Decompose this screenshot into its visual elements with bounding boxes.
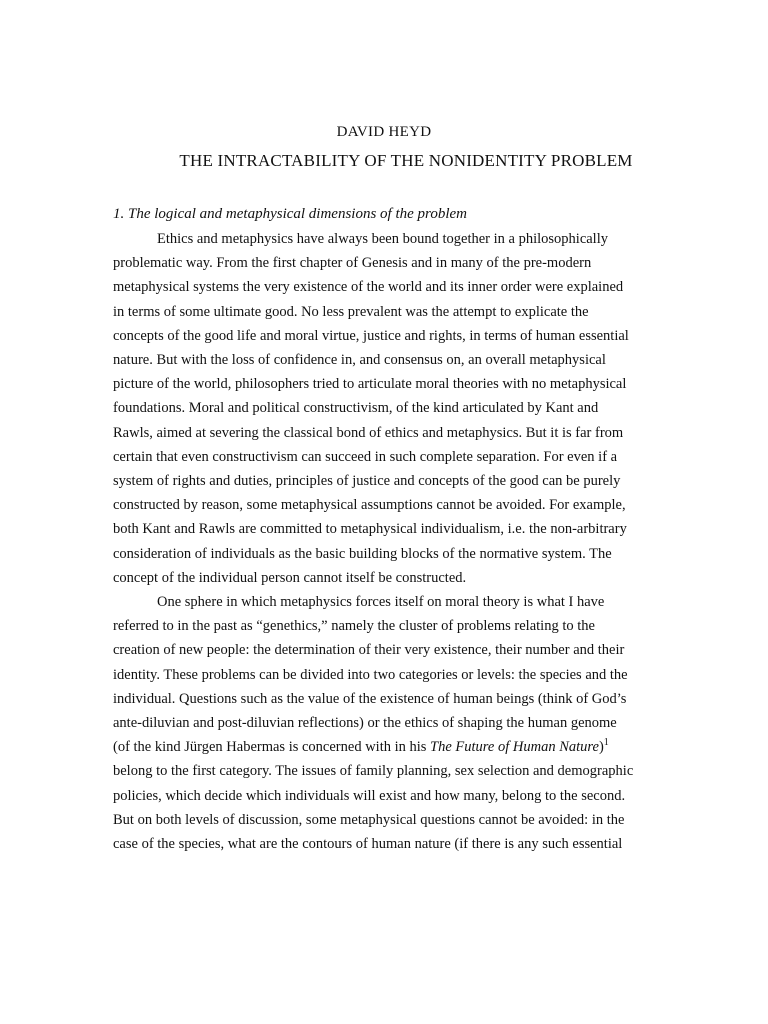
paragraph-1-line: concept of the individual person cannot itself be constructed. (113, 569, 467, 586)
paragraph-1-line: metaphysical systems the very existence of the world and its inner order were explained (113, 279, 624, 296)
paragraph-1-line: constructed by reason, some metaphysical assumptions cannot be avoided. For example, (113, 497, 626, 514)
book-title: The Future of Human Nature (430, 739, 599, 756)
paragraph-2-line: One sphere in which metaphysics forces itself on moral theory is what I have (157, 594, 605, 611)
paragraph-1-line: consideration of individuals as the basic building blocks of the normative system. The (113, 545, 612, 562)
author-name: DAVID HEYD (336, 124, 432, 140)
paragraph-1-line: concepts of the good life and moral virtue, justice and rights, in terms of human essential (113, 327, 629, 344)
footnote-line-suffix: ) (598, 739, 604, 756)
paragraph-2-line: But on both levels of discussion, some metaphysical questions cannot be avoided: in the (113, 811, 625, 828)
paragraph-2-line: ante-diluvian and post-diluvian reflections) or the ethics of shaping the human genome (113, 715, 617, 732)
footnote-reference[interactable]: 1 (603, 737, 609, 749)
paragraph-1-line: foundations. Moral and political constructivism, of the kind articulated by Kant and (113, 400, 599, 417)
paragraph-2-line: belong to the first category. The issues of family planning, sex selection and demographic (113, 763, 634, 780)
paragraph-2-line: identity. These problems can be divided into two categories or levels: the species and the (113, 666, 628, 683)
paragraph-2-line: referred to in the past as “genethics,” namely the cluster of problems relating to the (113, 618, 595, 635)
paragraph-2-line: case of the species, what are the contours of human nature (if there is any such essential (113, 836, 623, 853)
paragraph-1-line: in terms of some ultimate good. No less prevalent was the attempt to explicate the (113, 303, 589, 320)
section-heading: 1. The logical and metaphysical dimensions of the problem (113, 206, 467, 222)
paragraph-1-line: both Kant and Rawls are committed to metaphysical individualism, i.e. the non-arbitrary (113, 521, 627, 538)
paragraph-2-line: individual. Questions such as the value of the existence of human beings (think of God’s (113, 690, 627, 707)
paragraph-2-line: policies, which decide which individuals will exist and how many, belong to the second. (113, 787, 626, 804)
footnote-line-prefix: (of the kind Jürgen Habermas is concerned with in his (113, 739, 431, 756)
paper-title: THE INTRACTABILITY OF THE NONIDENTITY PROBLEM (179, 151, 633, 170)
paragraph-1-line: picture of the world, philosophers tried to articulate moral theories with no metaphysical (113, 376, 627, 393)
paragraph-1-line: nature. But with the loss of confidence in, and consensus on, an overall metaphysical (113, 352, 606, 369)
paragraph-1-line: certain that even constructivism can succeed in such complete separation. For even if a (113, 448, 618, 465)
paragraph-1-line: system of rights and duties, principles of justice and concepts of the good can be purely (113, 473, 621, 490)
paragraph-1-line: Ethics and metaphysics have always been bound together in a philosophically (157, 231, 608, 247)
paragraph-2-footnote-line (113, 735, 658, 759)
paragraph-1-line: problematic way. From the first chapter of Genesis and in many of the pre-modern (113, 255, 592, 272)
body-text (113, 227, 658, 856)
paragraph-2-line: creation of new people: the determination of their very existence, their number and their (113, 642, 625, 659)
paragraph-1-line: Rawls, aimed at severing the classical bond of ethics and metaphysics. But it is far from (113, 424, 624, 441)
